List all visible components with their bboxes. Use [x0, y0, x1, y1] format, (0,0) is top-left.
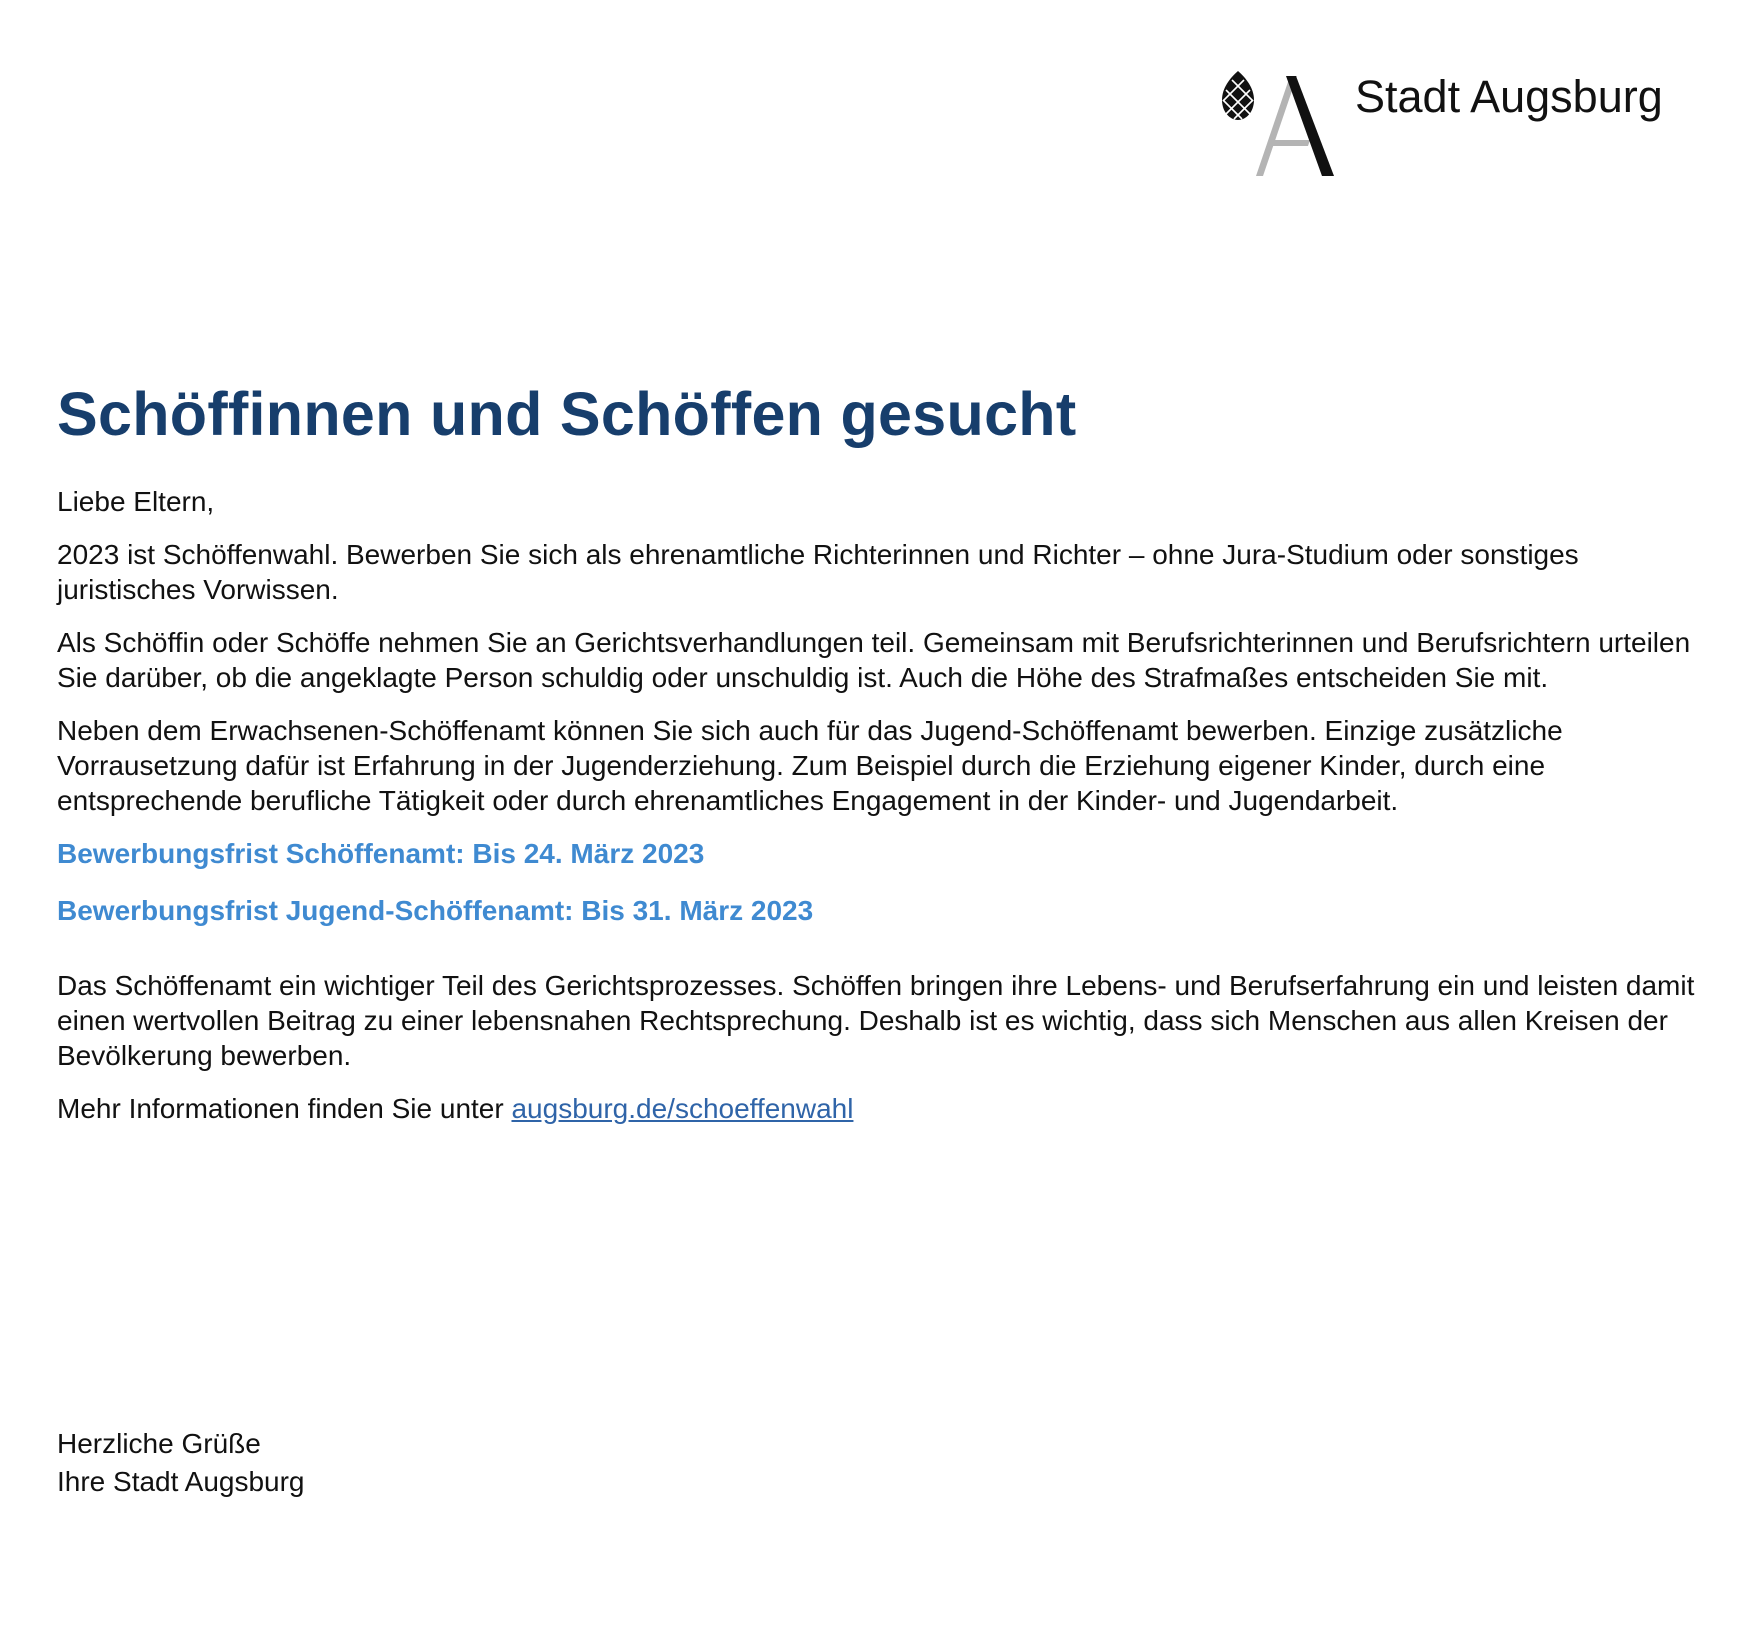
- greeting: Liebe Eltern,: [57, 486, 215, 517]
- paragraph-youth: Neben dem Erwachsenen-Schöffenamt können Sie sich auch für das Jugend-Schöffenamt bewerben. Einzige zusätzliche Vorrausetzung dafür ist Erfahrung in der Jugenderziehung. Zum Beispiel durch die Erziehung eigener Kinder, durch eine entsprechende berufliche Tätigkeit oder durch ehrenamtliches Engagement in der Kinder- und Jugendarbeit.: [57, 715, 1563, 816]
- closing-greeting: Herzliche Grüße: [57, 1428, 261, 1459]
- paragraph-intro: 2023 ist Schöffenwahl. Bewerben Sie sich als ehrenamtliche Richterinnen und Richter – ohne Jura-Studium oder sonstiges juristisches Vorwissen.: [57, 539, 1579, 605]
- page-title: Schöffinnen und Schöffen gesucht: [57, 380, 1077, 448]
- letter-body: [57, 378, 1697, 1144]
- paragraph-role: Als Schöffin oder Schöffe nehmen Sie an Gerichtsverhandlungen teil. Gemeinsam mit Berufsrichterinnen und Berufsrichtern urteilen Sie darüber, ob die angeklagte Person schuldig oder unschuldig ist. Auch die Höhe des Strafmaßes entscheiden Sie mit.: [57, 627, 1691, 693]
- city-logo: [1218, 68, 1688, 184]
- augsburg-pinecone-a-icon: [1218, 68, 1338, 184]
- closing-signature: Ihre Stadt Augsburg: [57, 1466, 305, 1497]
- deadline-youth: Bewerbungsfrist Jugend-Schöffenamt: Bis 31. März 2023: [57, 895, 814, 926]
- more-info: [57, 1091, 1697, 1126]
- logo-text: Stadt Augsburg: [1355, 71, 1663, 122]
- more-info-prefix: Mehr Informationen finden Sie unter: [57, 1093, 512, 1124]
- deadline-adult: Bewerbungsfrist Schöffenamt: Bis 24. März 2023: [57, 838, 705, 869]
- info-link[interactable]: augsburg.de/schoeffenwahl: [511, 1093, 854, 1124]
- closing: [57, 1425, 305, 1501]
- paragraph-importance: Das Schöffenamt ein wichtiger Teil des Gerichtsprozesses. Schöffen bringen ihre Lebens- und Berufserfahrung ein und leisten damit einen wertvollen Beitrag zu einer lebensnahen Rechtsprechung. Deshalb ist es wichtig, dass sich Menschen aus allen Kreisen der Bevölkerung bewerben.: [57, 970, 1695, 1071]
